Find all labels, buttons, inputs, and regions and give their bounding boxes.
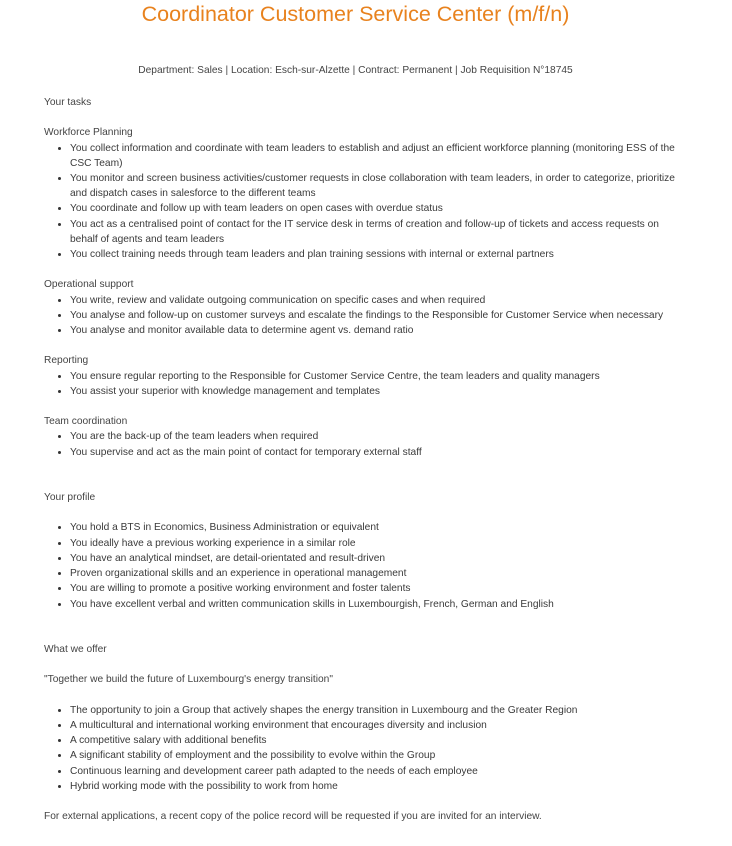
offer-list [44,703,684,794]
profile-list [44,520,684,611]
list-item: • You have an analytical mindset, are detail-orientated and result-driven [70,551,684,566]
workforce-planning-heading: Workforce Planning [44,127,133,139]
list-item: • A competitive salary with additional benefits [70,733,684,748]
team-coordination-list [44,429,684,459]
job-description [44,95,684,824]
list-item: • You ideally have a previous working experience in a similar role [70,536,684,551]
list-item: • Continuous learning and development career path adapted to the needs of each employee [70,764,684,779]
operational-support-list [44,293,684,339]
list-item: • You analyse and monitor available data to determine agent vs. demand ratio [70,323,684,338]
list-item: • You ensure regular reporting to the Responsible for Customer Service Centre, the team leaders and quality managers [70,369,684,384]
list-item: • A multicultural and international working environment that encourages diversity and inclusion [70,718,684,733]
list-item: • You have excellent verbal and written communication skills in Luxembourgish, French, German and English [70,597,684,612]
list-item: • You collect information and coordinate with team leaders to establish and adjust an efficient workforce planning (monitoring ESS of the CSC Team) [70,141,684,171]
tasks-heading: Your tasks [44,97,92,108]
reporting-heading: Reporting [44,355,89,367]
job-meta-line: Department: Sales | Location: Esch-sur-Alzette | Contract: Permanent | Job Requisition N°18745 [138,65,573,76]
list-item: • You coordinate and follow up with team leaders on open cases with overdue status [70,201,684,216]
list-item: • The opportunity to join a Group that actively shapes the energy transition in Luxembourg and the Greater Region [70,703,684,718]
workforce-planning-list [44,141,684,263]
list-item: • You are willing to promote a positive working environment and foster talents [70,581,684,596]
reporting-list [44,369,684,399]
list-item: • You assist your superior with knowledge management and templates [70,384,684,399]
list-item: • You are the back-up of the team leaders when required [70,429,684,444]
team-coordination-heading: Team coordination [44,416,128,428]
list-item: • You act as a centralised point of contact for the IT service desk in terms of creation and follow-up of tickets and access requests on behalf of agents and team leaders [70,217,684,247]
list-item: • You monitor and screen business activities/customer requests in close collaboration with team leaders, in order to categorize, prioritize and dispatch cases in salesforce to the different teams [70,171,684,201]
list-item: • A significant stability of employment and the possibility to evolve within the Group [70,748,684,763]
page-title: Coordinator Customer Service Center (m/f/n) [141,2,570,26]
list-item: • You write, review and validate outgoing communication on specific cases and when required [70,293,684,308]
operational-support-heading: Operational support [44,279,134,291]
list-item: • You hold a BTS in Economics, Business Administration or equivalent [70,520,684,535]
list-item: • You supervise and act as the main point of contact for temporary external staff [70,445,684,460]
list-item: • Hybrid working mode with the possibility to work from home [70,779,684,794]
list-item: • Proven organizational skills and an experience in operational management [70,566,684,581]
list-item: • You collect training needs through team leaders and plan training sessions with internal or external partners [70,247,684,262]
list-item: • You analyse and follow-up on customer surveys and escalate the findings to the Responsible for Customer Service when necessary [70,308,684,323]
offer-quote: "Together we build the future of Luxembourg's energy transition" [44,674,333,686]
offer-heading: What we offer [44,644,107,656]
footer-note: For external applications, a recent copy of the police record will be requested if you are invited for an interview. [44,811,542,823]
profile-heading: Your profile [44,492,96,504]
